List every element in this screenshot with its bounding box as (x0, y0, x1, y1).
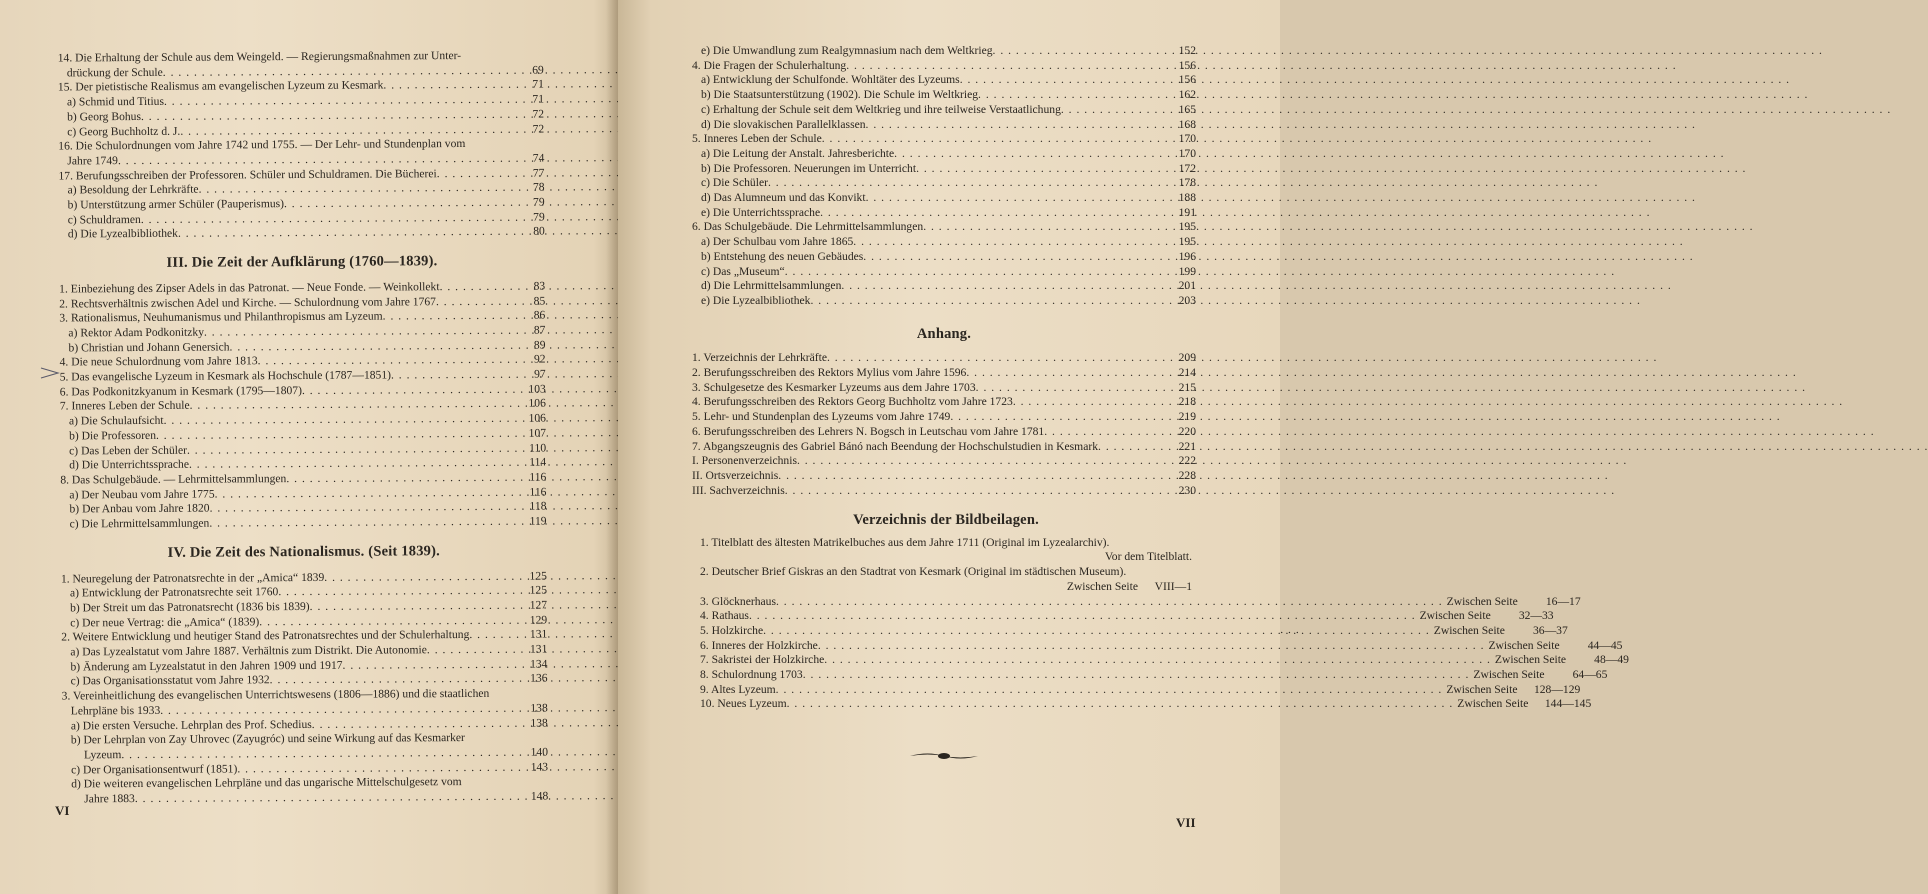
toc-appendix (692, 351, 1196, 498)
toc-entry (692, 366, 1196, 381)
toc-entry-page: 195 (1178, 235, 1196, 249)
toc-entry-title: 2. Rechtsverhältnis zwischen Adel und Kirche. — Schulordnung vom Jahre 1767 (59, 294, 437, 311)
toc-dot-leader (778, 469, 1171, 484)
plate-position: Vor dem Titelblatt. (1104, 550, 1192, 564)
plate-title: 9. Altes Lyzeum (700, 682, 776, 696)
plate-entry (700, 594, 1581, 610)
toc-entry-page: 143 (530, 760, 549, 774)
plate-dot-leader (776, 683, 1443, 698)
toc-entry-title: b) Die Professoren. Neuerungen im Unterricht (701, 161, 917, 175)
toc-entry-title: 1. Verzeichnis der Lehrkräfte (692, 351, 827, 365)
toc-entry-title: Jahre 1749 (67, 154, 118, 168)
toc-entry-title: c) Georg Buchholtz d. J. (67, 124, 181, 138)
toc-entry-page: 125 (529, 569, 547, 583)
toc-entry-title: 14. Die Erhaltung der Schule aus dem Weingeld. — Regierungsmaßnahmen zur Unter- (57, 49, 462, 65)
toc-section-3 (59, 279, 547, 532)
toc-dot-leader (1013, 395, 1171, 410)
toc-entry-title: e) Die Lyzealbibliothek (701, 293, 811, 307)
toc-dot-leader (286, 471, 521, 487)
toc-entry-page: 127 (529, 598, 548, 612)
ornament-icon (908, 748, 980, 764)
toc-entry-page: 106 (528, 396, 546, 411)
toc-dot-leader (178, 225, 520, 242)
toc-dot-leader (822, 132, 1171, 147)
toc-entry-page: 156 (1178, 73, 1196, 87)
toc-entry-page: 134 (530, 657, 548, 671)
toc-entry-title: c) Der Organisationsentwurf (1851) (71, 762, 238, 777)
plate-pages: 16—17 (1545, 594, 1581, 608)
toc-dot-leader (469, 628, 522, 643)
toc-entry (692, 118, 1196, 133)
toc-dot-leader (312, 716, 523, 732)
toc-entry (692, 88, 1196, 103)
toc-entry-title: 4. Die neue Schulordnung vom Jahre 1813 (59, 354, 258, 369)
toc-entry (692, 294, 1196, 309)
toc-entry-page: 191 (1178, 205, 1196, 219)
plate-pages: 36—37 (1532, 623, 1568, 637)
toc-entry-page: 196 (1178, 249, 1196, 263)
plate-dot-leader (749, 609, 1416, 624)
toc-entry-page: 87 (533, 323, 546, 337)
toc-dot-leader (209, 515, 521, 532)
toc-entry-title: 2. Berufungsschreiben des Rektors Mylius vom Jahre 1596 (692, 366, 967, 380)
toc-entry-page: 228 (1178, 468, 1196, 482)
toc-entry-title: 4. Berufungsschreiben des Rektors Georg Buchholtz vom Jahre 1723 (692, 395, 1013, 409)
toc-entry-page: 77 (532, 166, 545, 180)
plate-position-label: Zwischen Seite (1446, 682, 1518, 696)
toc-entry-page: 162 (1178, 88, 1196, 102)
plate-dot-leader (776, 595, 1443, 610)
toc-entry (692, 235, 1196, 250)
toc-section-4 (61, 569, 548, 807)
toc-dot-leader (437, 166, 520, 181)
toc-entry-page: 79 (533, 210, 545, 224)
toc-entry (692, 425, 1196, 440)
toc-entry-page: 69 (532, 63, 544, 77)
toc-entry (692, 484, 1196, 499)
toc-entry-page: 72 (532, 122, 545, 136)
appendix-title: Anhang. (916, 325, 972, 342)
plate-pages: 48—49 (1594, 653, 1629, 667)
toc-entry (692, 250, 1196, 265)
toc-entry (692, 410, 1196, 425)
toc-entry-title: 7. Abgangszeugnis des Gabriel Bánó nach Beendung der Hochschulstudien in Kesmark (692, 439, 1099, 453)
plate-title: 7. Sakristei der Holzkirche (700, 653, 825, 667)
toc-dot-leader (960, 73, 1171, 88)
toc-entry-page: 80 (533, 224, 545, 239)
plate-entry (700, 623, 1568, 639)
toc-entry-title: 17. Berufungsschreiben der Professoren. Schüler und Schuldramen. Die Bücherei (58, 166, 437, 183)
toc-entry-title: 6. Berufungsschreiben des Lehrers N. Bogsch in Leutschau vom Jahre 1781 (692, 424, 1045, 438)
toc-dot-leader (853, 235, 1171, 250)
plate-pages: 144—145 (1544, 697, 1592, 711)
plate-dot-leader (824, 653, 1491, 668)
toc-entry (62, 716, 548, 734)
toc-entry (58, 122, 544, 140)
toc-dot-leader (180, 122, 519, 139)
toc-entry-title: III. Sachverzeichnis (692, 483, 785, 497)
toc-entry-title: c) Das Organisationsstatut vom Jahre 1932 (70, 673, 270, 688)
toc-dot-leader (866, 118, 1171, 133)
plate-entry (700, 682, 1581, 698)
toc-entry-title: 5. Inneres Leben der Schule (692, 132, 822, 146)
toc-entry-page: 156 (1178, 58, 1196, 72)
toc-entry-page: 138 (530, 701, 548, 715)
toc-entry-title: 15. Der pietistische Realismus am evangelischen Lyzeum zu Kesmark (57, 78, 384, 94)
toc-entry-title: b) Änderung am Lyzealstatut in den Jahren 1909 und 1917 (70, 658, 343, 674)
toc-entry-page: 74 (532, 151, 545, 165)
toc-entry-page: 170 (1178, 146, 1196, 160)
toc-entry-page: 125 (529, 583, 548, 597)
toc-entry-page: 230 (1178, 483, 1196, 497)
toc-entry-page: 89 (533, 338, 546, 352)
toc-entry (692, 454, 1196, 469)
toc-dot-leader (820, 206, 1171, 221)
plate-title: 4. Rathaus (700, 609, 749, 623)
toc-entry (692, 206, 1196, 221)
toc-entry (692, 73, 1196, 88)
toc-dot-leader (259, 613, 522, 629)
plate-title: 2. Deutscher Brief Giskras an den Stadtrat von Kesmark (Original im städtischen Museum). (700, 565, 1127, 579)
left-toc (58, 49, 549, 808)
toc-entry-title: a) Die Schulaufsicht (68, 414, 164, 428)
toc-entry-title: b) Georg Bohus (67, 109, 141, 124)
toc-entry-title: b) Der Anbau vom Jahre 1820 (69, 501, 210, 516)
toc-entry-page: 218 (1178, 395, 1196, 409)
toc-dot-leader (310, 599, 523, 615)
toc-entry-title: I. Personenverzeichnis (692, 454, 797, 468)
toc-entry-title: a) Der Neubau vom Jahre 1775 (69, 487, 215, 502)
toc-entry-title: b) Unterstützung armer Schüler (Pauperismus) (67, 197, 285, 212)
toc-entry-page: 165 (1178, 102, 1196, 116)
toc-entry-title: d) Die Lyzealbibliothek (67, 227, 178, 241)
plate-position-label: Zwischen Seite (1066, 579, 1138, 593)
toc-entry-page: 103 (528, 382, 546, 396)
plate-title: 5. Holzkirche (700, 623, 764, 637)
toc-entry-title: 16. Die Schulordnungen vom Jahre 1742 und 1755. — Der Lehr- und Stundenplan vom (58, 137, 466, 153)
toc-entry-title: b) Die Professoren (69, 428, 157, 443)
toc-section-2-tail (58, 49, 545, 243)
toc-entry-page: 201 (1178, 279, 1196, 293)
toc-dot-leader (923, 220, 1171, 235)
toc-entry (692, 469, 1196, 484)
toc-dot-leader (440, 280, 521, 295)
toc-entry-page: 220 (1178, 424, 1196, 438)
plate-entry (700, 697, 1592, 712)
toc-dot-leader (785, 484, 1171, 499)
toc-entry-title: e) Die Unterrichtssprache (701, 205, 821, 219)
toc-entry-page: 72 (532, 107, 545, 121)
plates-title: Verzeichnis der Bildbeilagen. (853, 512, 1039, 528)
toc-entry (61, 515, 547, 533)
toc-dot-leader (950, 410, 1171, 425)
toc-dot-leader (768, 176, 1171, 191)
toc-entry-title: a) Besoldung der Lehrkräfte (67, 182, 199, 197)
toc-dot-leader (270, 672, 523, 688)
toc-entry-title: b) Christian und Johann Genersich (68, 340, 230, 355)
plate-pages: VIII—1 (1154, 579, 1192, 593)
toc-entry-page: 83 (533, 279, 546, 293)
toc-entry-title: d) Das Alumneum und das Konvikt (701, 191, 866, 205)
toc-entry-page: 215 (1178, 380, 1196, 394)
toc-dot-leader (894, 147, 1171, 162)
toc-entry-title: e) Die Umwandlung zum Realgymnasium nach dem Weltkrieg (701, 44, 993, 57)
toc-entry-page: 129 (529, 613, 548, 627)
toc-entry-page: 119 (529, 514, 547, 528)
plate-title: 3. Glöcknerhaus (700, 594, 776, 608)
toc-entry-page: 178 (1178, 176, 1196, 190)
toc-entry-title: c) Erhaltung der Schule seit dem Weltkrieg und ihre teilweise Verstaatlichung (701, 102, 1061, 116)
toc-entry-title: c) Das „Museum“ (701, 264, 785, 278)
folio-left: VI (55, 803, 70, 818)
toc-entry (692, 395, 1196, 410)
toc-entry-page: 78 (532, 180, 545, 194)
plate-entry (700, 536, 1192, 565)
toc-entry-page: 106 (528, 411, 546, 425)
plates-list (700, 512, 1629, 712)
toc-entry-page: 85 (533, 294, 546, 308)
toc-dot-leader (1098, 440, 1171, 455)
right-toc (692, 44, 1196, 498)
plate-entry (700, 653, 1629, 668)
toc-entry-page: 209 (1178, 351, 1196, 365)
plate-dot-leader (818, 639, 1485, 654)
toc-entry-title: drückung der Schule (66, 65, 163, 80)
toc-entry-title: 3. Vereinheitlichung des evangelischen Unterrichtswesens (1806—1886) und die staatlichen (61, 686, 490, 703)
toc-entry-title: Lehrpläne bis 1933 (70, 703, 161, 718)
toc-dot-leader (966, 366, 1171, 381)
toc-entry-title: 3. Schulgesetze des Kesmarker Lyzeums aus dem Jahre 1703 (692, 380, 976, 394)
toc-entry (692, 265, 1196, 280)
section-3-title: III. Die Zeit der Aufklärung (1760—1839). (166, 253, 438, 271)
toc-dot-leader (993, 44, 1171, 59)
toc-entry-title: b) Entstehung des neuen Gebäudes (701, 249, 864, 263)
plate-position-label: Zwischen Seite (1473, 668, 1545, 682)
toc-entry (692, 59, 1196, 74)
plate-title: 10. Neues Lyzeum (700, 697, 787, 711)
toc-entry (692, 176, 1196, 191)
toc-dot-leader (427, 643, 523, 658)
plates-entries (700, 535, 1629, 712)
toc-dot-leader (258, 353, 521, 369)
toc-section-4-continued (692, 44, 1196, 309)
toc-dot-leader (1061, 103, 1171, 118)
toc-entry (692, 191, 1196, 206)
toc-entry-title: 7. Inneres Leben der Schule (59, 399, 190, 413)
toc-entry-title: 1. Einbeziehung des Zipser Adels in das Patronat. — Neue Fonde. — Weinkollekt (59, 280, 440, 296)
toc-entry-page: 114 (529, 455, 547, 469)
plate-entry (700, 565, 1192, 594)
toc-entry-page: 203 (1178, 293, 1196, 307)
section-4-title: IV. Die Zeit des Nationalismus. (Seit 1839). (167, 542, 440, 561)
toc-entry-page: 172 (1178, 161, 1196, 175)
toc-entry-title: a) Die Leitung der Anstalt. Jahresberichte (701, 146, 895, 160)
toc-entry-page: 199 (1178, 264, 1196, 278)
plate-entry (700, 668, 1608, 683)
toc-entry-title: a) Entwicklung der Schulfonde. Wohltäter des Lyzeums (701, 73, 960, 87)
plate-pages: 128—129 (1533, 682, 1581, 696)
toc-entry-title: c) Schuldramen (67, 212, 141, 227)
toc-entry-page: 79 (532, 195, 545, 209)
toc-entry (692, 103, 1196, 118)
toc-entry (692, 132, 1196, 147)
toc-entry-title: II. Ortsverzeichnis (692, 468, 779, 482)
toc-entry-title: 6. Das Podkonitzkyanum in Kesmark (1795—1807) (59, 383, 302, 399)
toc-dot-leader (785, 265, 1171, 280)
toc-entry (692, 147, 1196, 162)
plate-pages: 64—65 (1572, 668, 1608, 682)
plate-position-label: Zwischen Seite (1433, 623, 1505, 637)
plate-position-label: Zwischen Seite (1494, 653, 1567, 667)
toc-dot-leader (1044, 425, 1171, 440)
toc-dot-leader (916, 162, 1171, 177)
plate-position-label: Zwischen Seite (1419, 609, 1491, 623)
toc-dot-leader (797, 454, 1171, 469)
toc-entry-title: d) Die Unterrichtssprache (69, 457, 190, 472)
toc-dot-leader (436, 294, 520, 309)
toc-entry-title: b) Der Lehrplan von Zay Uhrovec (Zayugróc) und seine Wirkung auf das Kesmarker (70, 731, 465, 747)
toc-entry (692, 220, 1196, 235)
toc-entry (62, 790, 548, 808)
toc-entry-title: a) Der Schulbau vom Jahre 1865 (701, 235, 854, 249)
toc-entry-title: 5. Das evangelische Lyzeum in Kesmark als Hochschule (1787—1851) (59, 368, 392, 384)
toc-entry-title: 1. Neuregelung der Patronatsrechte in der „Amica“ 1839 (60, 570, 325, 585)
toc-dot-leader (863, 250, 1171, 265)
toc-dot-leader (976, 381, 1171, 396)
toc-entry-title: b) Der Streit um das Patronatsrecht (1836 bis 1839) (70, 599, 310, 615)
toc-entry-title: d) Die Lehrmittelsammlungen (701, 279, 842, 293)
toc-entry-title: c) Der neue Vertrag: die „Amica“ (1839) (70, 614, 260, 630)
toc-entry-page: 195 (1178, 220, 1196, 234)
toc-dot-leader (324, 569, 522, 585)
plate-entry (700, 638, 1623, 654)
plate-position-label: Zwischen Seite (1457, 697, 1529, 711)
toc-entry-title: a) Entwicklung der Patronatsrechte seit 1760 (69, 585, 279, 600)
toc-entry-page: 131 (529, 642, 548, 656)
toc-entry-title: b) Die Staatsunterstützung (1902). Die Schule im Weltkrieg (701, 88, 979, 102)
toc-entry (692, 381, 1196, 396)
folio-right: VII (1176, 815, 1196, 830)
toc-entry-page: 131 (529, 627, 548, 641)
toc-entry-title: 5. Lehr- und Stundenplan des Lyzeums vom Jahre 1749 (692, 410, 951, 424)
toc-entry-page: 107 (528, 426, 547, 440)
toc-entry-page: 188 (1178, 191, 1196, 205)
toc-dot-leader (827, 351, 1171, 366)
toc-entry-title: Lyzeum (83, 748, 122, 762)
toc-entry (59, 225, 545, 243)
plate-pages: 32—33 (1518, 609, 1554, 623)
toc-entry (62, 760, 548, 778)
toc-entry-page: 71 (532, 92, 545, 106)
toc-entry-page: 222 (1178, 454, 1196, 468)
toc-entry (692, 351, 1196, 366)
plate-position-label: Zwischen Seite (1488, 638, 1560, 652)
toc-entry-title: c) Die Lehrmittelsammlungen (69, 516, 210, 531)
toc-entry-page: 138 (530, 716, 548, 730)
plate-position-label: Zwischen Seite (1446, 594, 1518, 608)
toc-dot-leader (810, 294, 1171, 309)
toc-entry-page: 219 (1178, 410, 1196, 424)
toc-entry-title: a) Rektor Adam Podkonitzky (68, 325, 205, 340)
pencil-arrow-icon (40, 366, 62, 380)
toc-entry (692, 440, 1196, 455)
plate-dot-leader (787, 697, 1454, 712)
left-page (0, 0, 618, 894)
toc-entry-title: 4. Die Fragen der Schulerhaltung (692, 58, 847, 72)
toc-entry-title: 2. Weitere Entwicklung und heutiger Stand des Patronatsrechtes und der Schulerhaltung (61, 628, 470, 644)
toc-entry (692, 44, 1196, 59)
toc-dot-leader (391, 368, 521, 383)
plate-dot-leader (763, 624, 1430, 639)
plate-title: 6. Inneres der Holzkirche (700, 638, 818, 652)
toc-dot-leader (978, 88, 1171, 103)
toc-dot-leader (135, 790, 524, 807)
toc-entry-page: 140 (530, 745, 549, 759)
toc-entry-page: 97 (534, 367, 546, 381)
toc-entry-page: 118 (529, 499, 547, 514)
toc-dot-leader (383, 309, 521, 325)
toc-entry (692, 162, 1196, 177)
toc-dot-leader (342, 657, 522, 673)
toc-entry-page: 71 (532, 77, 544, 91)
toc-entry-title: Jahre 1883 (84, 792, 135, 806)
toc-entry-title: c) Das Leben der Schüler (69, 443, 187, 458)
toc-entry-title: d) Die weiteren evangelischen Lehrpläne und das ungarische Mittelschulgesetz vom (71, 775, 462, 791)
toc-dot-leader (237, 760, 523, 776)
toc-entry-page: 214 (1178, 366, 1196, 380)
toc-entry-page: 221 (1178, 439, 1196, 453)
toc-entry-page: 170 (1178, 132, 1196, 146)
toc-dot-leader (278, 584, 522, 600)
toc-entry-title: 3. Rationalismus, Neuhumanismus und Philanthropismus am Lyzeum (59, 309, 383, 325)
toc-entry-page: 92 (533, 352, 546, 366)
toc-entry-page: 148 (530, 789, 549, 803)
toc-dot-leader (841, 279, 1171, 294)
toc-entry-page: 152 (1178, 44, 1196, 57)
plate-title: 8. Schulordnung 1703 (700, 668, 803, 682)
toc-dot-leader (846, 59, 1171, 74)
toc-entry-title: 6. Das Schulgebäude. Die Lehrmittelsammlungen (692, 220, 924, 234)
plate-pages: 44—45 (1587, 638, 1623, 652)
toc-dot-leader (284, 196, 520, 212)
toc-entry-page: 116 (529, 470, 547, 484)
toc-dot-leader (302, 382, 521, 398)
plate-position (700, 580, 1192, 595)
toc-dot-leader (866, 191, 1171, 206)
toc-dot-leader (383, 78, 519, 94)
plate-entry (700, 609, 1554, 624)
plate-dot-leader (803, 668, 1470, 683)
toc-entry-title: a) Die ersten Versuche. Lehrplan des Prof. Schedius (70, 717, 312, 732)
toc-entry-page: 116 (529, 485, 547, 499)
toc-entry-title: c) Die Schüler (701, 176, 768, 190)
toc-entry-title: a) Das Lyzealstatut vom Jahre 1887. Verhältnis zum Distrikt. Die Autonomie (70, 643, 427, 659)
plate-title: 1. Titelblatt des ältesten Matrikelbuches aus dem Jahre 1711 (Original im Lyzealarchiv). (700, 535, 1110, 549)
toc-entry-page: 136 (530, 671, 548, 686)
toc-entry-title: d) Die slovakischen Parallelklassen (701, 117, 866, 131)
toc-entry-page: 110 (529, 441, 547, 455)
toc-entry-title: a) Schmid und Titius (66, 94, 165, 109)
toc-entry (692, 279, 1196, 294)
right-page (618, 0, 1629, 894)
toc-entry-page: 86 (533, 308, 546, 322)
toc-entry-page: 168 (1178, 117, 1196, 131)
toc-entry-title: 8. Das Schulgebäude. — Lehrmittelsammlungen (60, 472, 287, 487)
